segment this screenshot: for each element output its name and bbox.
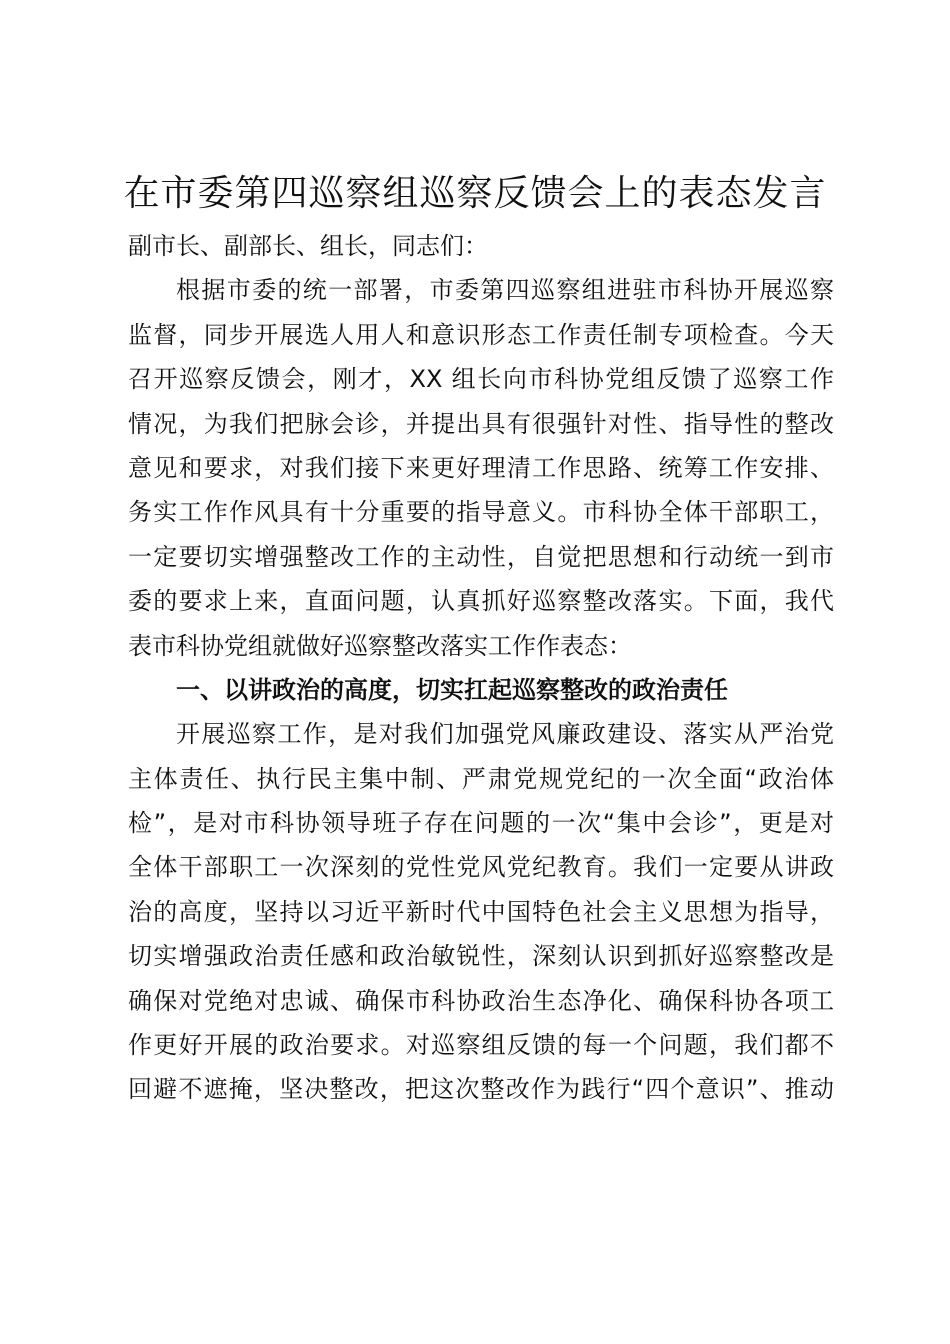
paragraph-2-line: 切实增强政治责任感和政治敏锐性，深刻认识到抓好巡察整改是: [128, 942, 834, 971]
paragraph-1-line: 表市科协党组就做好巡察整改落实工作作表态：: [128, 631, 632, 660]
paragraph-1-line: 监督，同步开展选人用人和意识形态工作责任制专项检查。今天: [128, 320, 834, 349]
paragraph-1-line: 根据市委的统一部署，市委第四巡察组进驻市科协开展巡察: [176, 276, 834, 305]
document-body: [128, 224, 834, 1112]
paragraph-1-line: 情况，为我们把脉会诊，并提出具有很强针对性、指导性的整改: [128, 409, 834, 438]
paragraph-1-line: 委的要求上来，直面问题，认真抓好巡察整改落实。下面，我代: [128, 587, 834, 616]
paragraph-2-line: 检”，是对市科协领导班子存在问题的一次“集中会诊”，更是对: [128, 809, 834, 838]
paragraph-2-line: 主体责任、执行民主集中制、严肃党规党纪的一次全面“政治体: [128, 764, 834, 793]
salutation: 副市长、副部长、组长，同志们：: [128, 232, 488, 260]
paragraph-1-line: 一定要切实增强整改工作的主动性，自觉把思想和行动统一到市: [128, 542, 834, 571]
paragraph-1-line: 意见和要求，对我们接下来更好理清工作思路、统筹工作安排、: [128, 453, 834, 482]
paragraph-2-line: 全体干部职工一次深刻的党性党风党纪教育。我们一定要从讲政: [128, 853, 834, 882]
paragraph-2-line: 治的高度，坚持以习近平新时代中国特色社会主义思想为指导，: [128, 897, 834, 926]
document-title: 在市委第四巡察组巡察反馈会上的表态发言: [123, 173, 827, 214]
paragraph-2-line: 回避不遮掩，坚决整改，把这次整改作为践行“四个意识”、推动: [128, 1075, 834, 1104]
paragraph-2-line: 确保对党绝对忠诚、确保市科协政治生态净化、确保科协各项工: [128, 986, 834, 1015]
section-1-heading: 一、以讲政治的高度，切实扛起巡察整改的政治责任: [176, 675, 728, 704]
paragraph-1-line: 召开巡察反馈会，刚才，XX 组长向市科协党组反馈了巡察工作: [128, 365, 834, 394]
paragraph-2-line: 作更好开展的政治要求。对巡察组反馈的每一个问题，我们都不: [128, 1031, 834, 1060]
paragraph-1-line: 务实工作作风具有十分重要的指导意义。市科协全体干部职工，: [128, 498, 834, 527]
paragraph-2-line: 开展巡察工作，是对我们加强党风廉政建设、落实从严治党: [176, 720, 834, 749]
